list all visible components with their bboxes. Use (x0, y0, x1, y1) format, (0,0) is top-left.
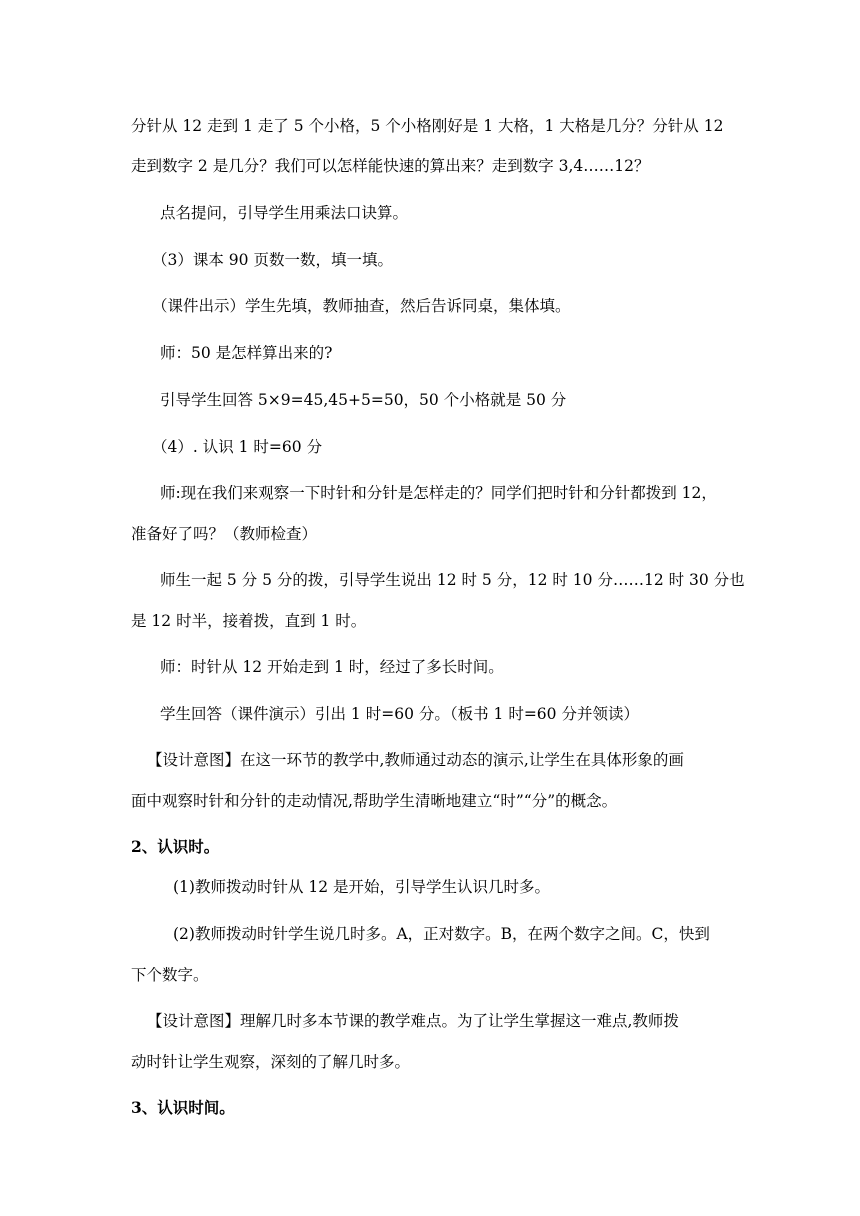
paragraph-line-9: 师:现在我们来观察一下时针和分针是怎样走的？同学们把时针和分针都拨到 12， (160, 484, 717, 502)
paragraph-line-11: 师生一起 5 分 5 分的拨，引导学生说出 12 时 5 分，12 时 10 分……12 时 30 分也 (160, 571, 745, 589)
paragraph-line-13: 师：时针从 12 开始走到 1 时，经过了多长时间。 (160, 658, 504, 676)
step-line-2: (2)教师拨动时针学生说几时多。A，正对数字。B，在两个数字之间。C，快到 (173, 925, 710, 943)
paragraph-line-5: （课件出示）学生先填，教师抽查，然后告诉同桌，集体填。 (152, 297, 571, 315)
step-line-2-cont: 下个数字。 (131, 966, 209, 984)
section-heading-2: 2、认识时。 (131, 837, 220, 856)
design-intent-2-line-1: 【设计意图】理解几时多本节课的教学难点。为了让学生掌握这一难点,教师拨 (147, 1012, 679, 1030)
paragraph-line-10: 准备好了吗？（教师检查） (131, 525, 318, 543)
paragraph-line-6: 师：50 是怎样算出来的? (160, 344, 333, 362)
design-intent-2-line-2: 动时针让学生观察，深刻的了解几时多。 (131, 1053, 411, 1071)
paragraph-line-4: （3）课本 90 页数一数，填一填。 (152, 251, 393, 269)
paragraph-line-7: 引导学生回答 5×9=45,45+5=50，50 个小格就是 50 分 (160, 391, 567, 409)
step-line-1: (1)教师拨动时针从 12 是开始，引导学生认识几时多。 (173, 878, 551, 896)
design-intent-line-1: 【设计意图】在这一环节的教学中,教师通过动态的演示,让学生在具体形象的画 (147, 751, 684, 769)
section-heading-3: 3、认识时间。 (131, 1098, 235, 1117)
paragraph-line-2: 走到数字 2 是几分？我们可以怎样能快速的算出来？走到数字 3,4……12？ (131, 157, 650, 175)
paragraph-line-14: 学生回答（课件演示）引出 1 时=60 分。（板书 1 时=60 分并领读） (160, 705, 639, 723)
paragraph-line-8: （4）. 认识 1 时=60 分 (152, 438, 323, 456)
paragraph-line-1: 分针从 12 走到 1 走了 5 个小格，5 个小格刚好是 1 大格，1 大格是几分？分针从 12 (131, 117, 724, 135)
paragraph-line-3: 点名提问，引导学生用乘法口诀算。 (160, 204, 409, 222)
paragraph-line-12: 是 12 时半，接着拨，直到 1 时。 (131, 612, 367, 630)
design-intent-line-2: 面中观察时针和分针的走动情况,帮助学生清晰地建立“时”“分”的概念。 (131, 792, 618, 810)
